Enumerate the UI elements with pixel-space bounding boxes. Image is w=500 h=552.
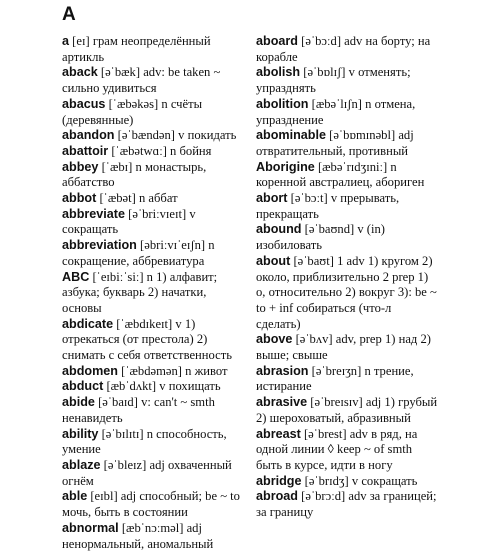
entry-definition: v похищать bbox=[159, 379, 221, 394]
dictionary-entry bbox=[62, 489, 249, 520]
entry-definition: n способность, умение bbox=[62, 426, 227, 457]
entry-transcription: [ˈeɪbiːˈsiː] bbox=[92, 269, 144, 284]
entry-headword: abrasive bbox=[256, 395, 308, 410]
entry-definition: грам неопределённый артикль bbox=[62, 34, 211, 64]
entry-transcription: [æbəˈlɪʃn] bbox=[311, 96, 362, 111]
dictionary-entry bbox=[256, 160, 438, 191]
entry-transcription: [əˈbɒlɪʃ] bbox=[303, 65, 346, 80]
entry-headword: abroad bbox=[256, 489, 298, 504]
entry-transcription: [əˈbrɪdʒ] bbox=[304, 473, 349, 488]
entry-transcription: [əˈbaɪd] bbox=[98, 395, 138, 410]
entry-headword: about bbox=[256, 253, 291, 268]
entry-definition: n живот bbox=[185, 363, 228, 378]
entry-transcription: [əˈbaʊnd] bbox=[304, 222, 355, 237]
entry-headword: abandon bbox=[62, 128, 115, 143]
dictionary-entry bbox=[62, 34, 249, 65]
entry-headword: abattoir bbox=[62, 143, 109, 158]
dictionary-entry bbox=[62, 458, 249, 489]
entry-transcription: [ˈæbɪ] bbox=[101, 159, 133, 174]
entry-headword: abolish bbox=[256, 65, 301, 80]
entry-definition: adj 1) грубый 2) шероховатый, абразивный bbox=[256, 395, 438, 425]
dictionary-entry bbox=[62, 144, 249, 160]
entry-headword: abound bbox=[256, 222, 302, 237]
entry-definition: n сокращение, аббревиатура bbox=[62, 238, 215, 268]
entry-headword: abridge bbox=[256, 473, 302, 488]
dictionary-entry bbox=[256, 427, 438, 474]
dictionary-entry bbox=[62, 395, 249, 426]
entry-headword: abide bbox=[62, 395, 95, 410]
dictionary-entry bbox=[62, 364, 249, 380]
entry-definition: v сокращать bbox=[62, 206, 196, 237]
entry-transcription: [æbˈdʌkt] bbox=[106, 379, 157, 394]
entry-transcription: [əˈbreɪsɪv] bbox=[310, 395, 363, 410]
dictionary-entry bbox=[256, 395, 438, 426]
dictionary-entry bbox=[62, 238, 249, 269]
dictionary-entry bbox=[62, 427, 249, 458]
entry-headword: ability bbox=[62, 426, 99, 441]
entry-definition: adv: be taken ~ сильно удивиться bbox=[62, 65, 221, 96]
dictionary-entry bbox=[256, 364, 438, 395]
entry-definition: n трение, истирание bbox=[256, 363, 414, 394]
entry-headword: Aborigine bbox=[256, 159, 315, 174]
entry-transcription: [æbˈnɔːməl] bbox=[121, 520, 184, 535]
entry-headword: abduct bbox=[62, 379, 104, 394]
entry-headword: able bbox=[62, 489, 88, 504]
dictionary-entry bbox=[256, 254, 438, 333]
dictionary-entry bbox=[256, 65, 438, 96]
entry-definition: n счёты (деревянные) bbox=[62, 96, 203, 127]
right-column bbox=[256, 34, 438, 521]
entry-transcription: [əˈbriːvɪeɪt] bbox=[128, 206, 187, 221]
left-column bbox=[62, 34, 249, 552]
entry-headword: abort bbox=[256, 191, 288, 206]
dictionary-entry bbox=[62, 97, 249, 128]
entry-definition: adj отвратительный, противный bbox=[256, 128, 414, 158]
dictionary-entry bbox=[256, 489, 438, 520]
entry-transcription: [ˈæbdəmən] bbox=[121, 363, 182, 378]
dictionary-entry bbox=[62, 521, 249, 552]
entry-definition: adj способный; be ~ to мочь, быть в состоянии bbox=[62, 489, 240, 520]
entry-transcription: [əbriːvɪˈeɪʃn] bbox=[140, 238, 206, 253]
entry-transcription: [əˈbreɪʒn] bbox=[311, 363, 362, 378]
section-letter: A bbox=[62, 4, 76, 25]
entry-definition: adv на борту; на корабле bbox=[256, 34, 431, 64]
dictionary-entry bbox=[62, 207, 249, 238]
entry-headword: abbreviation bbox=[62, 238, 137, 253]
entry-headword: abnormal bbox=[62, 520, 119, 535]
entry-headword: abdicate bbox=[62, 316, 114, 331]
entry-headword: a bbox=[62, 34, 70, 48]
entry-definition: n отмена, упразднение bbox=[256, 96, 416, 127]
dictionary-entry bbox=[256, 222, 438, 253]
entry-transcription: [æbəˈrɪdʒɪniː] bbox=[317, 159, 388, 174]
dictionary-entry bbox=[62, 270, 249, 317]
dictionary-entry bbox=[62, 65, 249, 96]
entry-headword: abbot bbox=[62, 191, 97, 206]
entry-definition: n аббат bbox=[138, 191, 178, 206]
entry-headword: abrasion bbox=[256, 363, 309, 378]
dictionary-entry bbox=[256, 34, 438, 65]
entry-definition: v: can't ~ smth ненавидеть bbox=[62, 395, 215, 425]
entry-headword: abolition bbox=[256, 96, 309, 111]
entry-transcription: [əˈbɔːd] bbox=[301, 34, 342, 48]
entry-headword: abacus bbox=[62, 96, 106, 111]
entry-transcription: [ˈæbdɪkeɪt] bbox=[116, 316, 173, 331]
dictionary-entry bbox=[256, 97, 438, 128]
entry-transcription: [əˈbrɔːd] bbox=[301, 489, 346, 504]
dictionary-entry bbox=[256, 191, 438, 222]
entry-headword: abbey bbox=[62, 159, 99, 174]
dictionary-entry bbox=[62, 191, 249, 207]
entry-headword: aboard bbox=[256, 34, 298, 48]
entry-definition: adv, prep 1) над 2) выше; свыше bbox=[256, 332, 431, 363]
entry-headword: abreast bbox=[256, 426, 301, 441]
dictionary-entry bbox=[62, 128, 249, 144]
entry-definition: v прерывать, прекращать bbox=[256, 191, 400, 221]
entry-headword: abdomen bbox=[62, 363, 118, 378]
entry-headword: ABC bbox=[62, 269, 90, 284]
entry-transcription: [əˈbleɪz] bbox=[103, 457, 147, 472]
entry-definition: v отменять; упразднять bbox=[256, 65, 411, 96]
dictionary-entry bbox=[62, 379, 249, 395]
entry-transcription: [əˈbaʊt] bbox=[293, 253, 334, 268]
entry-headword: abominable bbox=[256, 128, 326, 143]
entry-definition: v покидать bbox=[178, 128, 237, 143]
entry-transcription: [əˈbɔːt] bbox=[290, 191, 328, 206]
entry-headword: aback bbox=[62, 65, 98, 80]
entry-definition: v (in) изобиловать bbox=[256, 222, 385, 253]
entry-definition: 1 adv 1) кругом 2) около, приблизительно 2 prep 1) о, относительно 2) вокруг 3): be ~ to + inf собираться (что-л сделать) bbox=[256, 253, 437, 331]
entry-definition: adv в ряд, на одной линии ◊ keep ~ of smth быть в курсе, идти в ногу bbox=[256, 426, 418, 472]
entry-transcription: [eɪbl] bbox=[90, 489, 118, 504]
entry-transcription: [ˈæbəkəs] bbox=[108, 96, 159, 111]
entry-transcription: [əˈbʌv] bbox=[295, 332, 333, 347]
entry-headword: ablaze bbox=[62, 457, 101, 472]
entry-transcription: [əˈbɒmɪnəbl] bbox=[329, 128, 396, 143]
entry-definition: v сокращать bbox=[351, 473, 418, 488]
entry-headword: above bbox=[256, 332, 293, 347]
entry-transcription: [əˈbæk] bbox=[100, 65, 141, 80]
entry-transcription: [ˈæbət] bbox=[99, 191, 136, 206]
dictionary-entry bbox=[256, 474, 438, 490]
entry-transcription: [əˈbrest] bbox=[303, 426, 347, 441]
entry-definition: adj ненормальный, аномальный bbox=[62, 520, 214, 551]
entry-transcription: [eɪ] bbox=[72, 34, 90, 48]
dictionary-entry bbox=[62, 317, 249, 364]
entry-definition: n коренной австралиец, абориген bbox=[256, 159, 425, 190]
entry-definition: n бойня bbox=[170, 143, 212, 158]
entry-definition: adv за границей; за границу bbox=[256, 489, 437, 520]
entry-transcription: [ˈæbətwɑː] bbox=[111, 143, 167, 158]
entry-definition: adj охваченный огнём bbox=[62, 457, 232, 488]
entry-headword: abbreviate bbox=[62, 206, 125, 221]
dictionary-entry bbox=[256, 128, 438, 159]
entry-definition: n 1) алфавит; азбука; букварь 2) начатки, основы bbox=[62, 269, 218, 315]
entry-transcription: [əˈbɪlɪtɪ] bbox=[101, 426, 144, 441]
dictionary-entry bbox=[62, 160, 249, 191]
entry-definition: v 1) отрекаться (от престола) 2) снимать с себя ответственность bbox=[62, 316, 232, 363]
entry-definition: n монастырь, аббатство bbox=[62, 159, 207, 190]
entry-transcription: [əˈbændən] bbox=[117, 128, 175, 143]
dictionary-entry bbox=[256, 332, 438, 363]
